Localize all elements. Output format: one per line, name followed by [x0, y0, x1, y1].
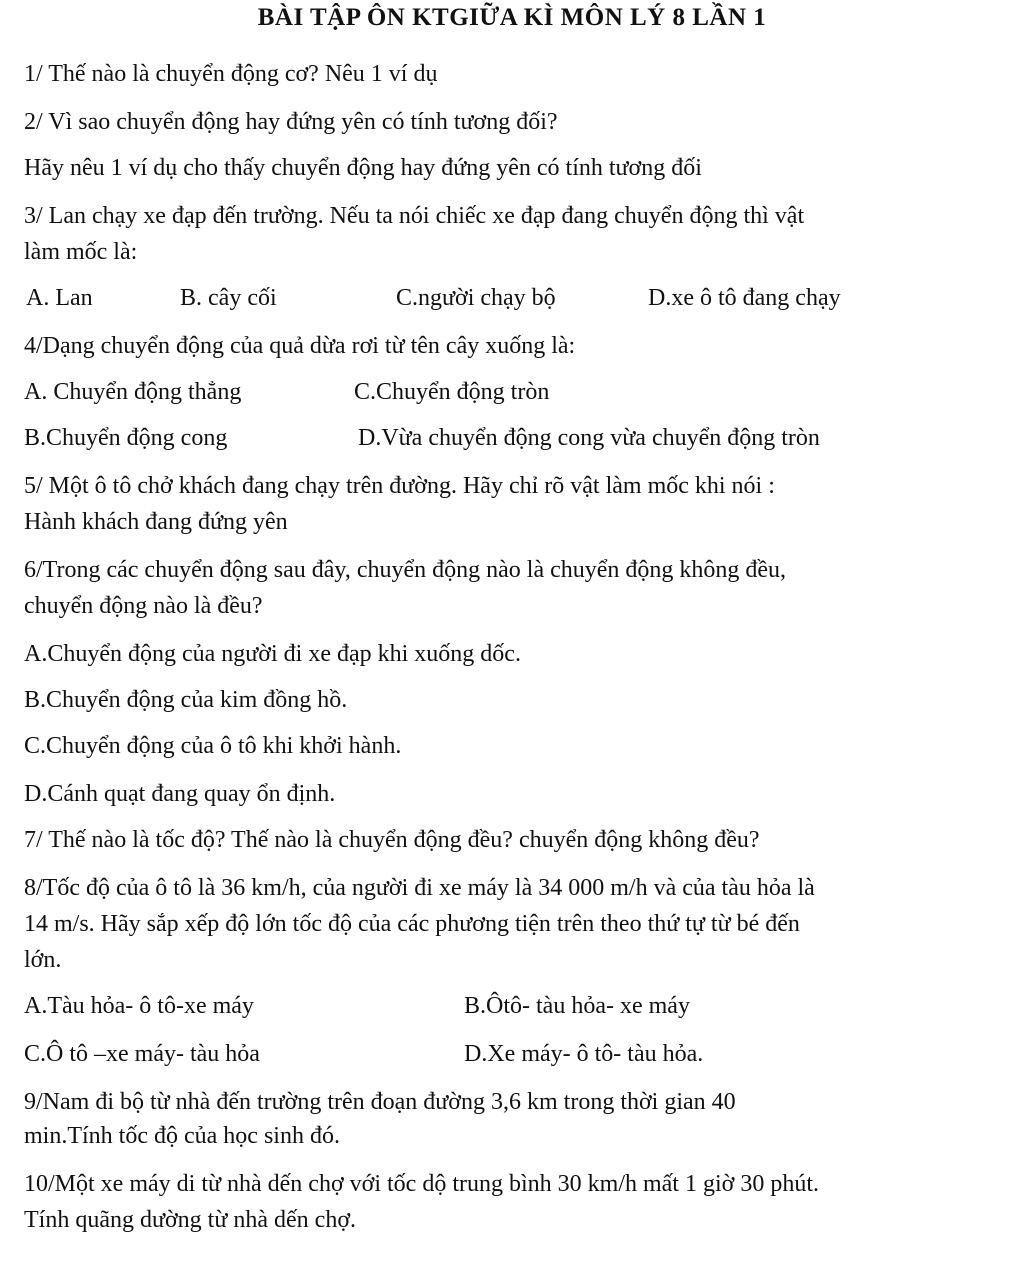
question-5-line-1: 5/ Một ô tô chở khách đang chạy trên đường. Hãy chỉ rõ vật làm mốc khi nói : [24, 473, 775, 499]
question-7: 7/ Thế nào là tốc độ? Thế nào là chuyển động đều? chuyển động không đều? [24, 827, 760, 853]
q4-option-b: B.Chuyển động cong [24, 425, 228, 451]
q3-option-c: C.người chạy bộ [396, 285, 556, 311]
q6-option-d: D.Cánh quạt đang quay ổn định. [24, 781, 336, 807]
question-8-line-2: 14 m/s. Hãy sắp xếp độ lớn tốc độ của các phương tiện trên theo thứ tự từ bé đến [24, 911, 800, 937]
question-2-line-2: Hãy nêu 1 ví dụ cho thấy chuyển động hay đứng yên có tính tương đối [24, 155, 702, 181]
question-10-line-1: 10/Một xe máy di từ nhà dến chợ với tốc dộ trung bình 30 km/h mất 1 giờ 30 phút. [24, 1171, 819, 1197]
q8-option-a: A.Tàu hỏa- ô tô-xe máy [24, 993, 254, 1019]
question-10-line-2: Tính quãng dường từ nhà dến chợ. [24, 1207, 357, 1233]
page-title: BÀI TẬP ÔN KTGIỮA KÌ MÔN LÝ 8 LẦN 1 [257, 4, 767, 31]
question-8-line-1: 8/Tốc độ của ô tô là 36 km/h, của người đi xe máy là 34 000 m/h và của tàu hỏa là [24, 875, 815, 901]
question-1: 1/ Thế nào là chuyển động cơ? Nêu 1 ví dụ [24, 61, 438, 87]
q3-option-b: B. cây cối [180, 285, 277, 311]
q6-option-b: B.Chuyển động của kim đồng hồ. [24, 687, 348, 713]
question-3-line-1: 3/ Lan chạy xe đạp đến trường. Nếu ta nói chiếc xe đạp đang chuyển động thì vật [24, 203, 805, 229]
q4-option-d: D.Vừa chuyển động cong vừa chuyển động tròn [358, 425, 820, 451]
question-4: 4/Dạng chuyển động của quả dừa rơi từ tên cây xuống là: [24, 333, 576, 359]
q4-option-c: C.Chuyển động tròn [354, 379, 550, 405]
question-8-line-3: lớn. [24, 947, 62, 973]
question-2-line-1: 2/ Vì sao chuyển động hay đứng yên có tính tương đối? [24, 109, 558, 135]
q3-option-a: A. Lan [26, 285, 93, 311]
q8-option-c: C.Ô tô –xe máy- tàu hỏa [24, 1041, 260, 1067]
q8-option-b: B.Ôtô- tàu hỏa- xe máy [464, 993, 690, 1019]
question-5-line-2: Hành khách đang đứng yên [24, 509, 288, 535]
q6-option-a: A.Chuyển động của người đi xe đạp khi xuống dốc. [24, 641, 521, 667]
question-9-line-1: 9/Nam đi bộ từ nhà đến trường trên đoạn đường 3,6 km trong thời gian 40 [24, 1089, 736, 1115]
question-3-line-2: làm mốc là: [24, 239, 138, 265]
question-9-line-2: min.Tính tốc độ của học sinh đó. [24, 1123, 340, 1149]
question-6-line-1: 6/Trong các chuyển động sau đây, chuyển động nào là chuyển động không đều, [24, 557, 787, 583]
q8-option-d: D.Xe máy- ô tô- tàu hỏa. [464, 1041, 704, 1067]
question-6-line-2: chuyển động nào là đều? [24, 593, 263, 619]
q3-option-d: D.xe ô tô đang chạy [648, 285, 841, 311]
q6-option-c: C.Chuyển động của ô tô khi khởi hành. [24, 733, 402, 759]
q4-option-a: A. Chuyển động thẳng [24, 379, 242, 405]
